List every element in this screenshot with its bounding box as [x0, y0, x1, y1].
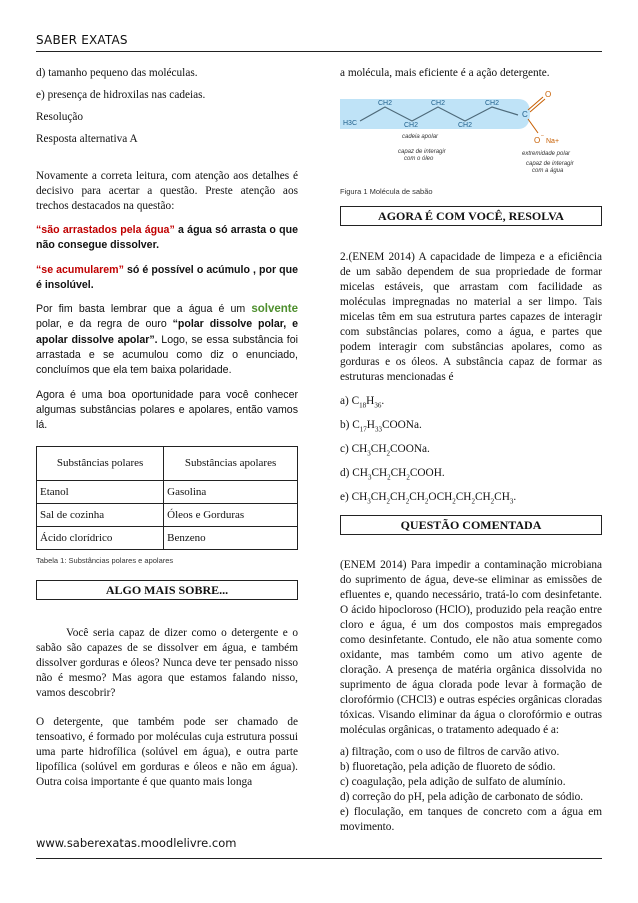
atom-ch2: CH2: [485, 100, 500, 107]
question-2: 2.(ENEM 2014) A capacidade de limpeza e a eficiência de um sabão dependem de sua propriedade de formar micelas estáveis, que arrastam com facilidade as moléculas impregnadas no material a ser limpo. Tais micelas têm em sua estrutura partes capazes de interagir com substâncias polares, como a água, e partes que podem interagir com substâncias apolares, como as gorduras e os óleos. A substância capaz de formar as estruturas mencionadas é: [340, 251, 602, 383]
box-algo-mais: ALGO MAIS SOBRE...: [36, 580, 298, 600]
atom-c: C: [522, 110, 528, 119]
label-capaz-oleo: capaz de interagir: [398, 149, 446, 155]
atom-na: Na+: [546, 138, 560, 145]
svg-text:–: –: [541, 133, 544, 139]
quote-1-highlight: “são arrastados pela água”: [36, 224, 175, 236]
box-questao-comentada: QUESTÃO COMENTADA: [340, 515, 602, 535]
q3-option-c: c) coagulação, pela adição de sulfato de alumínio.: [340, 776, 566, 788]
table-cell: Benzeno: [164, 526, 298, 549]
quote-1: [36, 223, 298, 254]
option-b: b) $C_{17}H_{33}COONa$.: [340, 419, 422, 434]
box-agora: AGORA É COM VOCÊ, RESOLVA: [340, 206, 602, 226]
option-c: c) $CH_3CH_2COONa$.: [340, 443, 430, 458]
label-cadeia-apolar: cadeia apolar: [402, 134, 439, 140]
para-detergente: O detergente, que também pode ser chamado de tensoativo, é formado por moléculas cuja estrutura possui uma parte hidrofílica (solúvel em água), e outra parte lipofílica (solúvel em gorduras e óleos e não em água). Outra coisa importante é que quanto mais longa: [36, 715, 298, 788]
left-column: [36, 66, 298, 790]
resposta: Resposta alternativa A: [36, 133, 138, 145]
option-a: a) $C_{18}H_{36}$.: [340, 395, 385, 410]
table-header-row: [37, 446, 298, 480]
quote-2: [36, 263, 298, 294]
para-novamente: Novamente a correta leitura, com atenção aos detalhes é decisivo para acertar a questão. Preste atenção aos trechos destacados na questão:: [36, 170, 298, 212]
substances-table: [36, 446, 298, 550]
header-title: SABER EXATAS: [36, 33, 128, 47]
q3-option-e: e) floculação, em tanques de concreto com a água em movimento.: [340, 806, 602, 833]
para-por-fim: Por fim basta lembrar que a água é um solvente polar, e da regra de ouro “polar dissolve polar, e apolar dissolve apolar”. Logo, se essa substância foi arrastada e se acumulou como diz o enunciado, concluímos que ela tem baixa polaridade.: [36, 303, 298, 377]
double-bond: [528, 97, 543, 110]
right-column: [340, 66, 602, 835]
regra-de-ouro: “polar dissolve polar, e apolar dissolve apolar”.: [36, 318, 298, 346]
q3-option-d: d) correção do pH, pela adição de carbonato de sódio.: [340, 791, 584, 803]
atom-ch2: CH2: [404, 122, 419, 129]
table-cell: Gasolina: [164, 480, 298, 503]
atom-ch2: CH2: [378, 100, 393, 107]
footer-rule: [36, 858, 602, 859]
quote-1-text: a água só arrasta o que não consegue dissolver.: [36, 224, 298, 252]
para-voce: Você seria capaz de dizer como o detergente e o sabão são capazes de se dissolver em água, e também dissolver gorduras e óleos? Nunca deve ter pensado nisso não é mesmo? Mas agora que estamos falando nisso, vamos descobrir?: [36, 626, 298, 699]
double-bond: [530, 99, 545, 112]
header-rule: [36, 51, 602, 52]
atom-o-minus: O: [534, 136, 541, 145]
single-bond: [528, 119, 538, 133]
atom-h3c: H3C: [343, 120, 358, 127]
solvente-word: solvente: [251, 303, 298, 316]
label-capaz-agua: capaz de interagir: [526, 161, 574, 167]
soap-molecule-figure: [340, 85, 602, 175]
item-e: e) presença de hidroxilas nas cadeias.: [36, 89, 206, 101]
q3-option-b: b) fluoretação, pela adição de fluoreto de sódio.: [340, 761, 556, 773]
table-cell: Sal de cozinha: [37, 503, 164, 526]
footer-url: www.saberexatas.moodlelivre.com: [36, 836, 237, 850]
item-d: d) tamanho pequeno das moléculas.: [36, 67, 198, 79]
table-row: [37, 503, 298, 526]
para-agora: Agora é uma boa oportunidade para você conhecer algumas substâncias polares e apolares, então vamos lá.: [36, 388, 298, 432]
atom-ch2: CH2: [458, 122, 473, 129]
quote-2-highlight: “se acumularem”: [36, 263, 124, 276]
table-row: [37, 480, 298, 503]
para-molecula: a molécula, mais eficiente é a ação detergente.: [340, 67, 550, 79]
table-cell: Ácido clorídrico: [37, 526, 164, 549]
resolucao-label: Resolução: [36, 111, 84, 123]
label-com-agua: com a água: [532, 168, 564, 174]
table-header: Substâncias polares: [37, 446, 164, 480]
question-3: (ENEM 2014) Para impedir a contaminação microbiana do suprimento de água, deve-se eliminar as emissões de efluentes e, quando necessário, tratá-lo com desinfetante. O ácido hipocloroso (HClO), produzido pela reação entre cloro e água, é um dos compostos mais empregados como desinfetante. Contudo, ele não atua somente como oxidante, mas também como um ativo agente de cloração. A presença de matéria orgânica dissolvida no suprimento de água clorada pode levar à formação de clorofórmio (CHCl3) e outras espécies orgânicas cloradas tóxicas. Visando eliminar da água o clorofórmio e outras moléculas orgânicas, o tratamento adequado é a:: [340, 559, 602, 736]
option-d: d) $CH_3CH_2CH_2COOH$.: [340, 467, 445, 482]
q3-option-a: a) filtração, com o uso de filtros de carvão ativo.: [340, 746, 560, 758]
label-com-oleo: com o óleo: [404, 156, 434, 162]
atom-ch2: CH2: [431, 100, 446, 107]
table-row: [37, 526, 298, 549]
table-caption: Tabela 1: Substâncias polares e apolares: [36, 555, 174, 565]
table-cell: Óleos e Gorduras: [164, 503, 298, 526]
table-cell: Etanol: [37, 480, 164, 503]
option-e: e) $CH_3CH_2CH_2CH_2OCH_2CH_2CH_2CH_3$.: [340, 491, 517, 506]
table-header: Substâncias apolares: [164, 446, 298, 480]
quote-2-text: só é possível o acúmulo , por que é insolúvel.: [36, 263, 298, 291]
label-extremidade-polar: extremidade polar: [522, 151, 571, 157]
figure-caption: Figura 1 Molécula de sabão: [340, 187, 433, 196]
atom-o: O: [545, 90, 552, 99]
